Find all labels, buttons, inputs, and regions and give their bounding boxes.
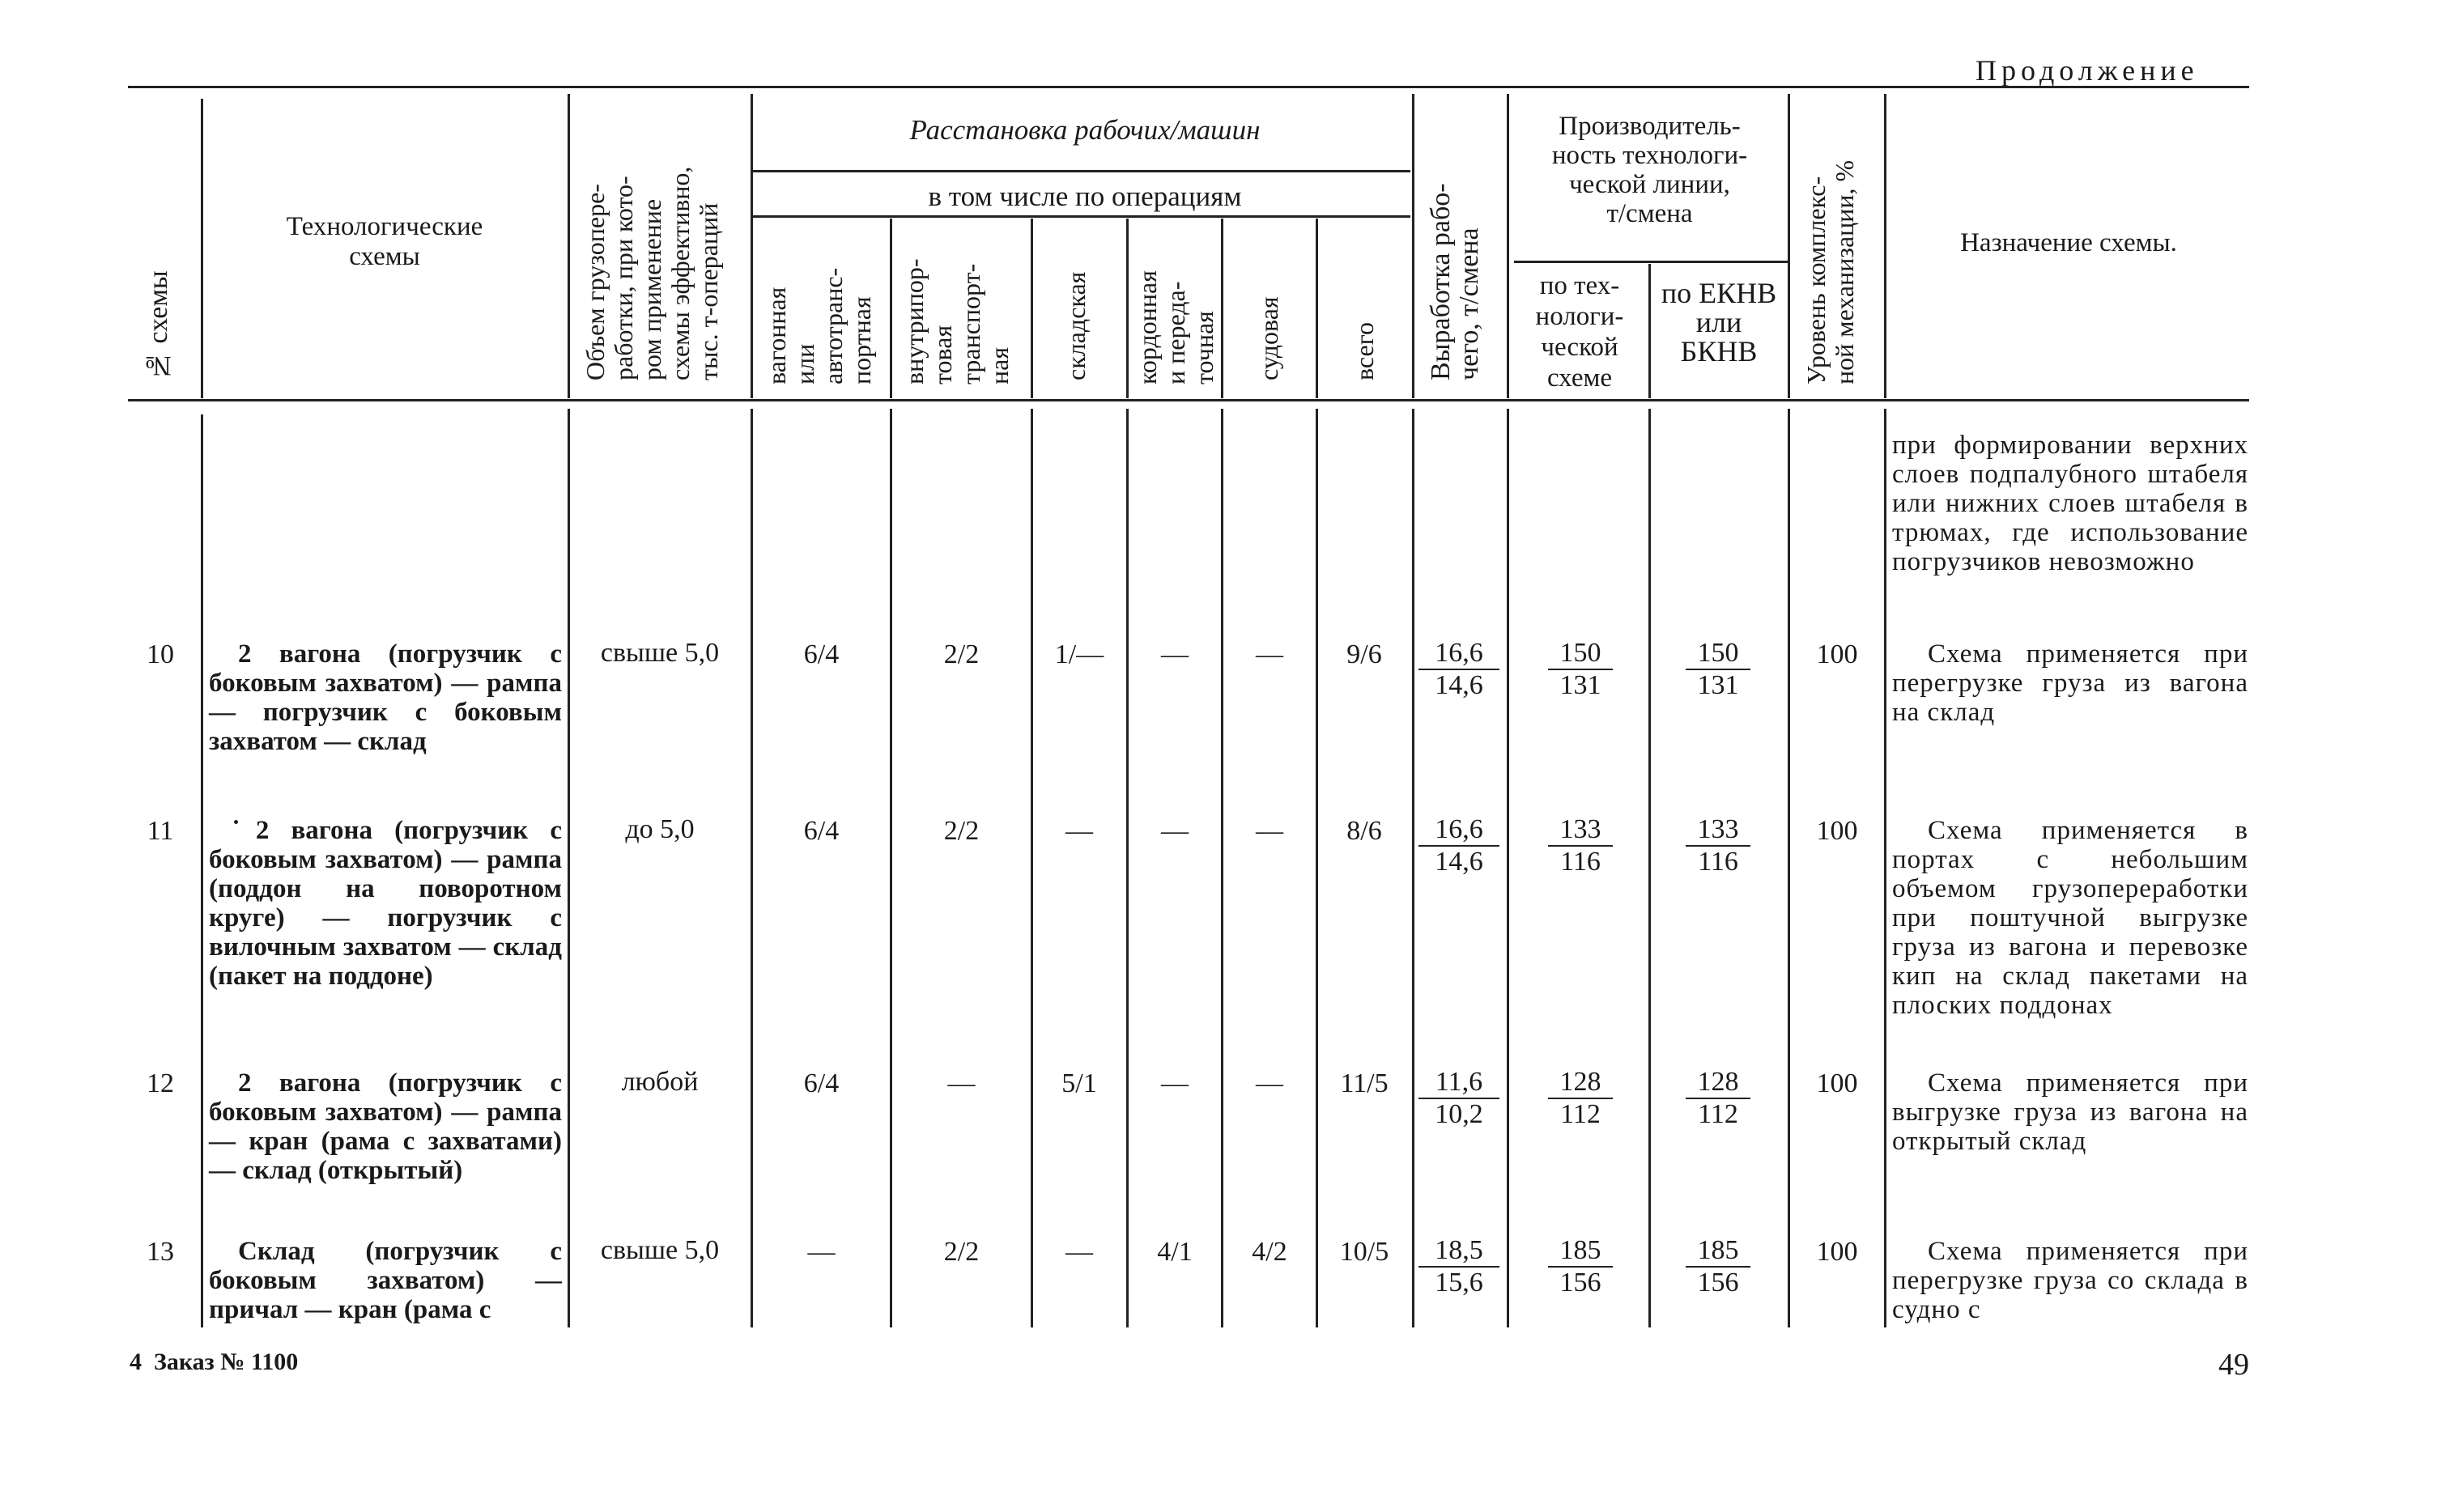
- tech-productivity-fraction: [1548, 814, 1613, 877]
- body-col-line: [1788, 409, 1790, 1327]
- op-cordon-cell: —: [1161, 639, 1189, 669]
- op-wagon-cell: 6/4: [803, 639, 840, 669]
- header-output: Выработка рабо- чего, т/смена: [1426, 183, 1484, 380]
- hdr-col-line: [1031, 219, 1033, 398]
- body-col-line: [1031, 409, 1033, 1327]
- total-cell: 9/6: [1346, 639, 1382, 669]
- op-warehouse-cell: —: [1065, 816, 1093, 846]
- op-intra-cell: 2/2: [943, 1237, 980, 1267]
- body-col-line: [1507, 409, 1509, 1327]
- continuation-label: Продолжение: [1976, 54, 2199, 87]
- op-intra-cell: —: [947, 1068, 976, 1098]
- mech-level-cell: 100: [1816, 1237, 1858, 1267]
- purpose-cell: Схема применяется при выгрузке груза из вагона на открытый склад: [1892, 1068, 2248, 1156]
- header-mech-level: Уровень комплекс- ной механизации, %: [1801, 159, 1859, 384]
- op-warehouse-cell: —: [1065, 1237, 1093, 1267]
- header-op-cordon: кордонная и переда- точная: [1133, 270, 1218, 384]
- tech-productivity-numerator: 150: [1548, 638, 1613, 670]
- op-ship-cell: —: [1256, 816, 1283, 846]
- op-wagon-cell: 6/4: [803, 816, 840, 846]
- header-rule-productivity: [1514, 261, 1789, 263]
- mech-level-cell: 100: [1816, 639, 1858, 669]
- output-numerator: 18,5: [1418, 1235, 1499, 1268]
- hdr-col-line: [1126, 219, 1129, 398]
- tech-productivity-numerator: 133: [1548, 814, 1613, 847]
- output-numerator: 11,6: [1418, 1067, 1499, 1099]
- scheme-description: 2 вагона (погрузчик с боковым захватом) — рампа — погрузчик с боковым захватом — склад: [209, 639, 562, 756]
- hdr-col-line: [1884, 94, 1886, 398]
- total-cell: 10/5: [1339, 1237, 1389, 1267]
- eknv-productivity-fraction: [1686, 1235, 1750, 1298]
- body-col-line: [890, 409, 892, 1327]
- output-fraction: [1418, 1067, 1499, 1130]
- tech-productivity-fraction: [1548, 638, 1613, 701]
- eknv-productivity-numerator: 150: [1686, 638, 1750, 670]
- op-warehouse-cell: 1/—: [1054, 639, 1104, 669]
- header-by-tech-scheme: по тех- нологи- ческой схеме: [1535, 271, 1624, 393]
- header-op-warehouse: складская: [1061, 271, 1091, 380]
- scheme-number: 13: [147, 1237, 174, 1267]
- output-denominator: 15,6: [1435, 1268, 1483, 1298]
- scheme-description: 2 вагона (погрузчик с боковым захватом) — рампа — кран (рама с захватами) — склад (открытый): [209, 1068, 562, 1185]
- total-cell: 11/5: [1340, 1068, 1389, 1098]
- header-bottom-rule: [128, 399, 2249, 401]
- volume-cell: свыше 5,0: [600, 638, 720, 668]
- purpose-cell: Схема применяется при перегрузке груза со склада в судно с: [1892, 1237, 2248, 1324]
- hdr-col-line: [1316, 219, 1318, 398]
- scheme-number: 10: [147, 639, 174, 669]
- op-cordon-cell: —: [1161, 816, 1189, 846]
- body-col-line: [1648, 409, 1651, 1327]
- tech-productivity-denominator: 116: [1560, 847, 1601, 877]
- tech-productivity-fraction: [1548, 1235, 1613, 1298]
- header-incl-ops: в том числе по операциям: [928, 181, 1242, 212]
- op-ship-cell: —: [1256, 639, 1283, 669]
- total-cell: 8/6: [1346, 816, 1382, 846]
- header-volume: Объем грузопере- работки, при кото- ром применение схемы эффективно, тыс. т-операций: [581, 166, 723, 380]
- header-total: всего: [1350, 321, 1379, 380]
- header-purpose: Назначение схемы.: [1960, 228, 2177, 257]
- purpose-cell: Схема применяется при перегрузке груза из вагона на склад: [1892, 639, 2248, 727]
- header-op-intra: внутрипор- товая транспорт- ная: [900, 258, 1014, 384]
- scheme-number: 11: [147, 816, 174, 846]
- header-productivity: Производитель- ность технологи- ческой линии, т/смена: [1551, 112, 1748, 228]
- eknv-productivity-denominator: 116: [1698, 847, 1738, 877]
- scheme-description: Склад (погрузчик с боковым захватом) — причал — кран (рама с: [209, 1237, 562, 1324]
- carryover-purpose: при формировании верхних слоев подпалубного штабеля или нижних слоев штабеля в трюмах, где использование погрузчиков невозможно: [1892, 431, 2248, 576]
- table-top-rule: [128, 86, 2249, 88]
- volume-cell: до 5,0: [625, 814, 695, 844]
- op-wagon-cell: —: [807, 1237, 836, 1267]
- header-scheme-no: № схемы: [143, 270, 173, 380]
- mech-level-cell: 100: [1816, 816, 1858, 846]
- body-col-line: [1412, 409, 1414, 1327]
- purpose-cell: Схема применяется в портах с небольшим объемом грузопереработки при поштучной выгрузке груза из вагона и перевозке кип на склад пакетами на плоских поддонах: [1892, 816, 2248, 1020]
- footer-order-note: 4 Заказ № 1100: [130, 1348, 299, 1375]
- op-intra-cell: 2/2: [943, 816, 980, 846]
- hdr-col-line: [1648, 264, 1651, 398]
- tech-productivity-denominator: 131: [1559, 670, 1601, 700]
- op-cordon-cell: —: [1161, 1068, 1189, 1098]
- hdr-col-line: [568, 94, 570, 398]
- eknv-productivity-denominator: 131: [1697, 670, 1739, 700]
- hdr-col-line: [890, 219, 892, 398]
- eknv-productivity-fraction: [1686, 1067, 1750, 1130]
- eknv-productivity-numerator: 128: [1686, 1067, 1750, 1099]
- eknv-productivity-fraction: [1686, 638, 1750, 701]
- output-denominator: 14,6: [1435, 670, 1483, 700]
- op-intra-cell: 2/2: [943, 639, 980, 669]
- op-wagon-cell: 6/4: [803, 1068, 840, 1098]
- hdr-col-line: [1507, 94, 1509, 398]
- header-placement: Расстановка рабочих/машин: [909, 114, 1261, 146]
- body-col-line: [751, 409, 753, 1327]
- scheme-number: 12: [147, 1068, 174, 1098]
- hdr-col-line: [751, 94, 753, 398]
- header-op-ship: судовая: [1254, 296, 1283, 380]
- volume-cell: свыше 5,0: [600, 1235, 720, 1265]
- header-rule-ops: [753, 215, 1410, 218]
- mech-level-cell: 100: [1816, 1068, 1858, 1098]
- header-op-wagon: вагонная или автотранс- портная: [762, 267, 876, 384]
- op-ship-cell: —: [1256, 1068, 1283, 1098]
- body-col-line: [1884, 409, 1886, 1327]
- output-denominator: 14,6: [1435, 847, 1483, 877]
- eknv-productivity-numerator: 185: [1686, 1235, 1750, 1268]
- tech-productivity-denominator: 156: [1559, 1268, 1601, 1298]
- tech-productivity-numerator: 128: [1548, 1067, 1613, 1099]
- hdr-col-line: [201, 99, 203, 398]
- hdr-col-line: [1788, 94, 1790, 398]
- op-ship-cell: 4/2: [1252, 1237, 1287, 1267]
- header-by-eknv: по ЕКНВ или БКНВ: [1661, 277, 1777, 367]
- volume-cell: любой: [621, 1067, 699, 1097]
- header-rule-placement: [753, 170, 1410, 172]
- op-cordon-cell: 4/1: [1157, 1237, 1193, 1267]
- body-col-line: [1221, 409, 1223, 1327]
- output-denominator: 10,2: [1435, 1099, 1483, 1129]
- eknv-productivity-fraction: [1686, 814, 1750, 877]
- output-numerator: 16,6: [1418, 814, 1499, 847]
- page-number: 49: [2218, 1348, 2249, 1382]
- output-fraction: [1418, 814, 1499, 877]
- tech-productivity-denominator: 112: [1560, 1099, 1601, 1129]
- output-numerator: 16,6: [1418, 638, 1499, 670]
- body-col-line: [568, 409, 570, 1327]
- body-col-line: [201, 414, 203, 1327]
- eknv-productivity-denominator: 156: [1697, 1268, 1739, 1298]
- scheme-description: ˙2 вагона (погрузчик с боковым захватом) — рампа (поддон на поворотном круге) — погрузчик с вилочным захватом — склад (пакет на поддоне): [209, 816, 562, 991]
- hdr-col-line: [1412, 94, 1414, 398]
- tech-productivity-fraction: [1548, 1067, 1613, 1130]
- header-tech-schemes: Технологические схемы: [286, 212, 483, 271]
- eknv-productivity-denominator: 112: [1698, 1099, 1738, 1129]
- output-fraction: [1418, 638, 1499, 701]
- output-fraction: [1418, 1235, 1499, 1298]
- op-warehouse-cell: 5/1: [1061, 1068, 1097, 1098]
- eknv-productivity-numerator: 133: [1686, 814, 1750, 847]
- body-col-line: [1316, 409, 1318, 1327]
- tech-productivity-numerator: 185: [1548, 1235, 1613, 1268]
- body-col-line: [1126, 409, 1129, 1327]
